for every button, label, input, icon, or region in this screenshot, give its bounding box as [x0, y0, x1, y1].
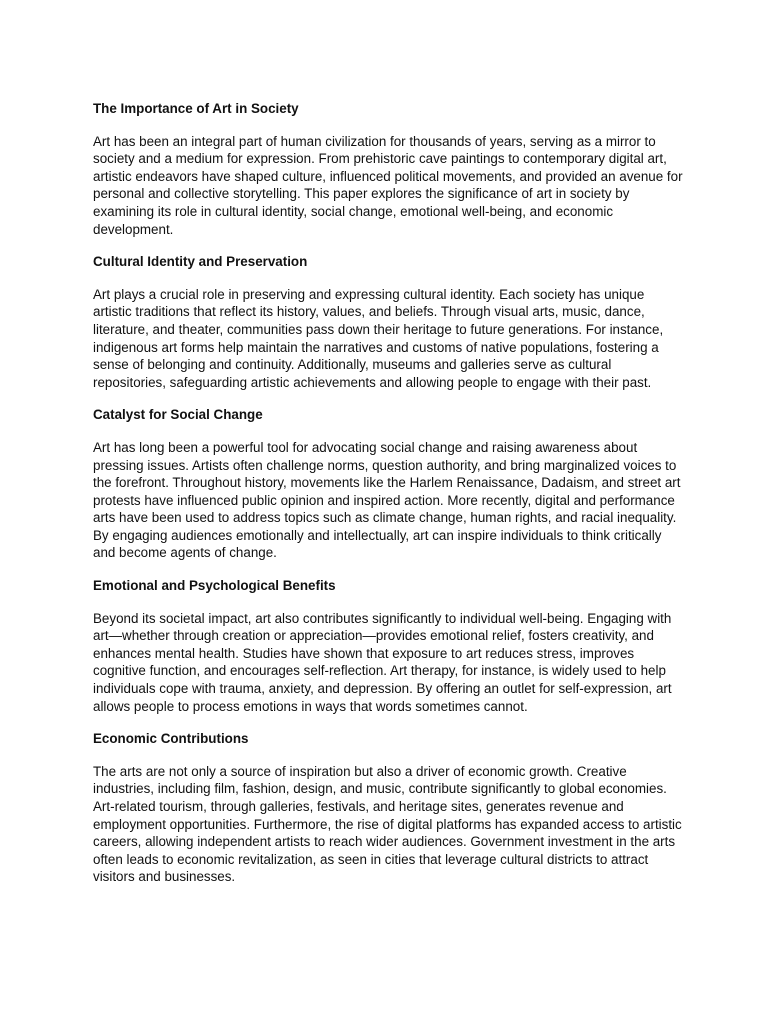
document-title: The Importance of Art in Society	[93, 101, 299, 116]
section-emotional-benefits	[93, 577, 683, 715]
section-heading: Catalyst for Social Change	[93, 407, 263, 423]
section-paragraph: Art has long been a powerful tool for advocating social change and raising awareness about pressing issues. Artists often challenge norms, question authority, and bring marginalized voices to the forefront. Throughout history, movements like the Harlem Renaissance, Dadaism, and street art protests have influenced public opinion and inspired action. More recently, digital and performance arts have been used to address topics such as climate change, human rights, and racial inequality. By engaging audiences emotionally and intellectually, art can inspire individuals to think critically and become agents of change.	[93, 439, 681, 561]
section-economic-contributions	[93, 730, 683, 886]
section-paragraph: Art plays a crucial role in preserving and expressing cultural identity. Each society has unique artistic traditions that reflect its history, values, and beliefs. Through visual arts, music, dance, literature, and theater, communities pass down their heritage to future generations. For instance, indigenous art forms help maintain the narratives and customs of native populations, fostering a sense of belonging and continuity. Additionally, museums and galleries serve as cultural repositories, safeguarding artistic achievements and allowing people to engage with their past.	[93, 286, 664, 390]
document-page	[93, 100, 683, 901]
intro-paragraph: Art has been an integral part of human civilization for thousands of years, serving as a mirror to society and a medium for expression. From prehistoric cave paintings to contemporary digital art, artistic endeavors have shaped culture, influenced political movements, and provided an avenue for personal and collective storytelling. This paper explores the significance of art in society by examining its role in cultural identity, social change, emotional well-being, and economic development.	[93, 133, 683, 237]
section-heading: Emotional and Psychological Benefits	[93, 578, 336, 594]
section-heading: Economic Contributions	[93, 731, 249, 747]
section-paragraph: The arts are not only a source of inspiration but also a driver of economic growth. Creative industries, including film, fashion, design, and music, contribute significantly to global economies. Art-related tourism, through galleries, festivals, and heritage sites, generates revenue and employment opportunities. Furthermore, the rise of digital platforms has expanded access to artistic careers, allowing independent artists to reach wider audiences. Government investment in the arts often leads to economic revitalization, as seen in cities that leverage cultural districts to attract visitors and businesses.	[93, 763, 682, 885]
section-cultural-identity	[93, 253, 683, 391]
section-social-change	[93, 406, 683, 562]
section-paragraph: Beyond its societal impact, art also contributes significantly to individual well-being. Engaging with art—whether through creation or appreciation—provides emotional relief, fosters creativity, and enhances mental health. Studies have shown that exposure to art reduces stress, improves cognitive function, and encourages self-reflection. Art therapy, for instance, is widely used to help individuals cope with trauma, anxiety, and depression. By offering an outlet for self-expression, art allows people to process emotions in ways that words sometimes cannot.	[93, 610, 672, 714]
section-heading: Cultural Identity and Preservation	[93, 254, 308, 270]
